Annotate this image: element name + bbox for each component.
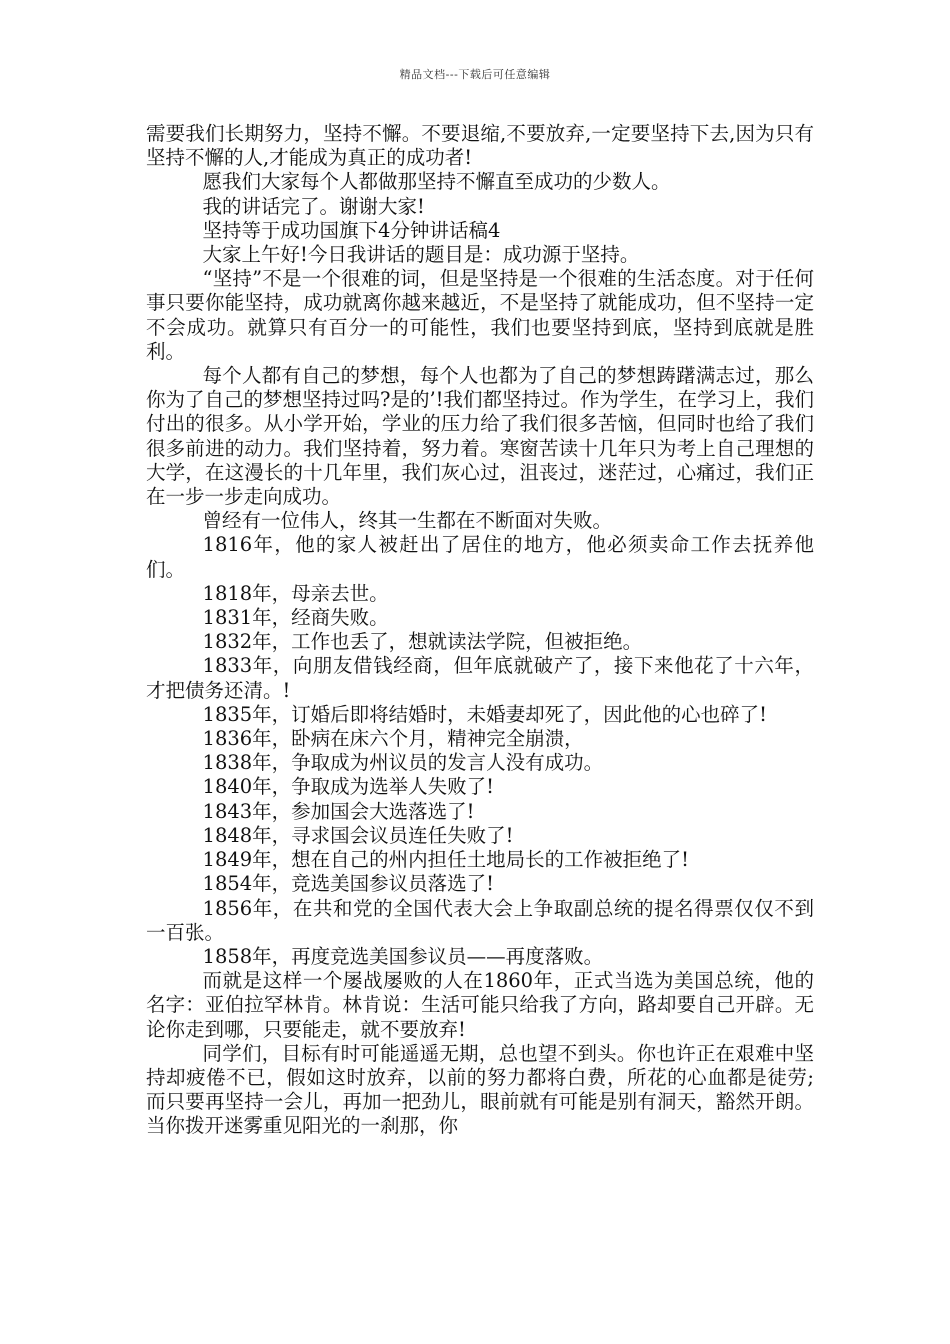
paragraph: 1816年，他的家人被赶出了居住的地方，他必须卖命工作去抚养他们。 [146, 533, 814, 581]
paragraph: “坚持”不是一个很难的词，但是坚持是一个很难的生活态度。对于任何事只要你能坚持，成功就离你越来越近，不是坚持了就能成功，但不坚持一定不会成功。就算只有百分一的可能性，我们也要坚持到底，坚持到底就是胜利。 [146, 267, 814, 363]
paragraph: 1832年，工作也丢了，想就读法学院，但被拒绝。 [202, 630, 643, 654]
paragraph: 1836年，卧病在床六个月，精神完全崩溃， [202, 727, 584, 751]
paragraph: 1854年，竞选美国参议员落选了! [202, 872, 495, 896]
paragraph: 同学们，目标有时可能遥遥无期，总也望不到头。你也许正在艰难中坚持却疲倦不已，假如这时放弃，以前的努力都将白费，所花的心血都是徒劳;而只要再坚持一会儿，再加一把劲儿，眼前就有可能是别有洞天，豁然开朗。当你拨开迷雾重见阳光的一刹那，你 [146, 1041, 814, 1138]
paragraph: 曾经有一位伟人，终其一生都在不断面对失败。 [202, 509, 613, 533]
paragraph: 1818年，母亲去世。 [202, 581, 389, 605]
document-body [146, 122, 814, 1139]
paragraph: 需要我们长期努力，坚持不懈。不要退缩,不要放弃,一定要坚持下去,因为只有坚持不懈的人,才能成为真正的成功者! [146, 122, 814, 170]
paragraph: 愿我们大家每个人都做那坚持不懈直至成功的少数人。 [202, 170, 671, 194]
paragraph: 我的讲话完了。谢谢大家! [202, 194, 425, 218]
paragraph: 1835年，订婚后即将结婚时，未婚妻却死了，因此他的心也碎了! [202, 702, 768, 726]
paragraph: 1858年，再度竞选美国参议员——再度落败。 [202, 944, 604, 968]
paragraph: 每个人都有自己的梦想，每个人也都为了自己的梦想踌躇满志过，那么你为了自己的梦想坚持过吗?是的’!我们都坚持过。作为学生，在学习上，我们付出的很多。从小学开始，学业的压力给了我们很多苦恼，但同时也给了我们很多前进的动力。我们坚持着，努力着。寒窗苦读十几年只为考上自己理想的大学，在这漫长的十几年里，我们灰心过，沮丧过，迷茫过，心痛过，我们正在一步一步走向成功。 [146, 364, 814, 509]
paragraph: 1840年，争取成为选举人失败了! [202, 775, 495, 799]
paragraph: 1848年，寻求国会议员连任失败了! [202, 823, 514, 847]
paragraph: 1838年，争取成为州议员的发言人没有成功。 [202, 751, 604, 775]
paragraph: 1831年，经商失败。 [202, 606, 389, 630]
paragraph: 大家上午好!今日我讲话的题目是：成功源于坚持。 [202, 243, 640, 267]
paragraph: 1849年，想在自己的州内担任土地局长的工作被拒绝了! [202, 848, 690, 872]
page-header: 精品文档---下载后可任意编辑 [399, 68, 551, 81]
paragraph: 1833年，向朋友借钱经商，但年底就破产了，接下来他花了十六年，才把债务还清。! [146, 654, 814, 702]
paragraph: 而就是这样一个屡战屡败的人在1860年，正式当选为美国总统，他的名字：亚伯拉罕林肯。林肯说：生活可能只给我了方向，路却要自己开辟。无论你走到哪，只要能走，就不要放弃! [146, 969, 814, 1041]
paragraph: 1843年，参加国会大选落选了! [202, 799, 475, 823]
paragraph: 1856年，在共和党的全国代表大会上争取副总统的提名得票仅仅不到一百张。 [146, 896, 814, 944]
paragraph: 坚持等于成功国旗下4分钟讲话稿4 [202, 218, 501, 242]
